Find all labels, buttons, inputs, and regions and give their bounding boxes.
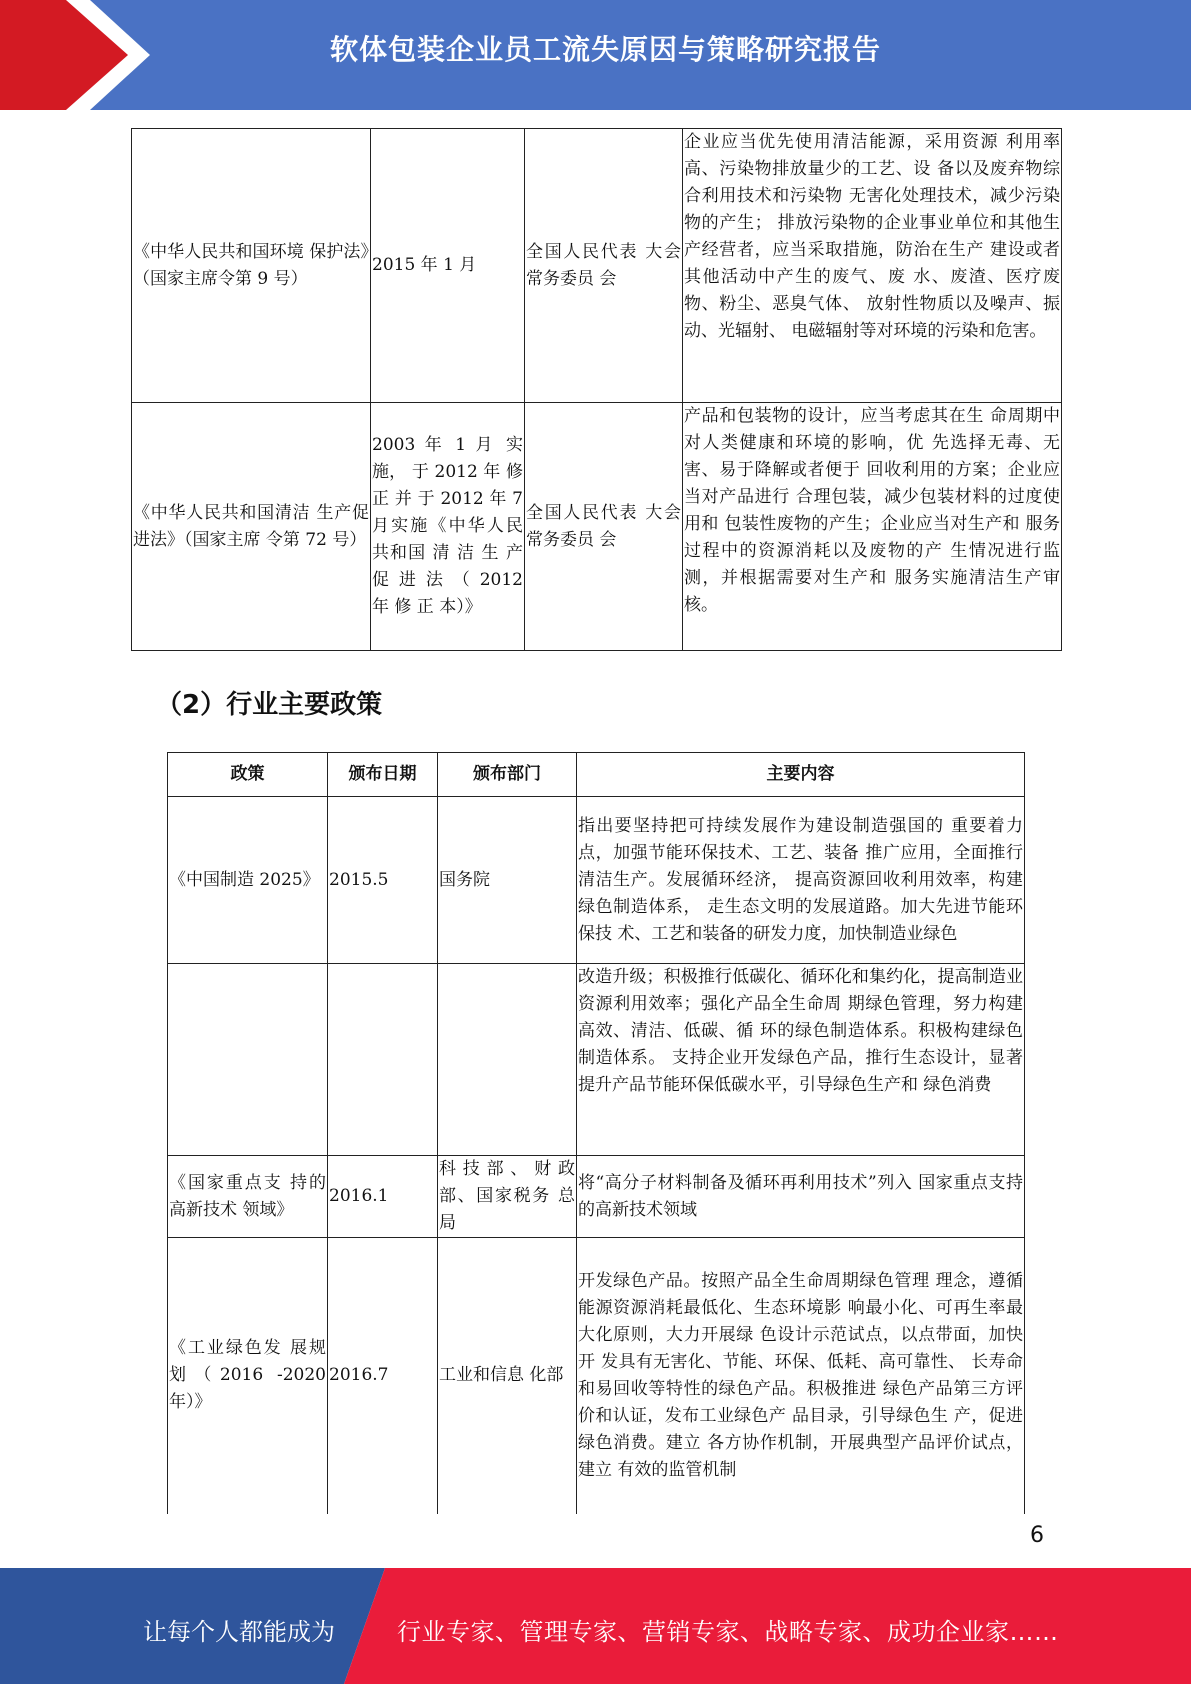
column-header-policy: 政策 [168, 753, 328, 797]
policy-date-cell: 2015.5 [328, 797, 438, 964]
column-header-date: 颁布日期 [328, 753, 438, 797]
policy-name-cell: 《中国制造 2025》 [168, 797, 328, 964]
law-table [131, 128, 1062, 651]
section-heading: （2）行业主要政策 [156, 690, 383, 720]
policy-content-cell: 指出要坚持把可持续发展作为建设制造强国的 重要着力点，加强节能环保技术、工艺、装备 推广应用，全面推行清洁生产。发展循环经济， 提高资源回收利用效率，构建绿色制造体系， 走生态文明的发展道路。加大先进节能环保技 术、工艺和装备的研发力度，加快制造业绿色 [577, 797, 1025, 964]
report-title: 软体包装企业员工流失原因与策略研究报告 [329, 33, 881, 66]
law-department-cell: 全国人民代表 大会常务委员 会 [525, 129, 683, 403]
law-department-cell: 全国人民代表 大会常务委员 会 [525, 403, 683, 651]
table-header-row [168, 753, 1025, 797]
policy-department-cell: 国务院 [438, 797, 577, 964]
footer-slogan-right: 行业专家、管理专家、营销专家、战略专家、成功企业家…… [397, 1618, 1059, 1646]
policy-name-cell: 《工业绿色发 展规划（2016 -2020 年）》 [168, 1238, 328, 1514]
table-row [168, 964, 1025, 1156]
policy-department-cell: 科技部、财政 部、国家税务 总局 [438, 1156, 577, 1238]
policy-content-cell: 将“高分子材料制备及循环再利用技术”列入 国家重点支持的高新技术领域 [577, 1156, 1025, 1238]
column-header-content: 主要内容 [577, 753, 1025, 797]
column-header-department: 颁布部门 [438, 753, 577, 797]
page-number: 6 [1030, 1523, 1044, 1548]
law-name-cell: 《中华人民共和国清洁 生产促进法》（国家主席 令第 72 号） [132, 403, 371, 651]
policy-date-cell [328, 964, 438, 1156]
law-content-cell: 企业应当优先使用清洁能源，采用资源 利用率高、污染物排放量少的工艺、设 备以及废弃物综合利用技术和污染物 无害化处理技术，减少污染物的产生； 排放污染物的企业事业单位和其他生 产经营者，应当采取措施，防治在生产 建设或者其他活动中产生的废气、废 水、废渣、医疗废物、粉尘、恶臭气体、 放射性物质以及噪声、振动、光辐射、 电磁辐射等对环境的污染和危害。 [683, 129, 1062, 403]
policy-content-cell: 开发绿色产品。按照产品全生命周期绿色管理 理念，遵循能源资源消耗最低化、生态环境影 响最小化、可再生率最大化原则，大力开展绿 色设计示范试点，以点带面，加快开 发具有无害化、节能、环保、低耗、高可靠性、 长寿命和易回收等特性的绿色产品。积极推进 绿色产品第三方评价和认证，发布工业绿色产 品目录，引导绿色生 产，促进绿色消费。建立 各方协作机制，开展典型产品评价试点，建立 有效的监管机制 [577, 1238, 1025, 1514]
table-row [132, 403, 1062, 651]
policy-name-cell: 《国家重点支 持的高新技术 领域》 [168, 1156, 328, 1238]
footer-slogan-left: 让每个人都能成为 [143, 1618, 335, 1646]
policy-department-cell [438, 964, 577, 1156]
table-row [168, 1156, 1025, 1238]
law-date-cell: 2015 年 1 月 [371, 129, 525, 403]
policy-date-cell: 2016.7 [328, 1238, 438, 1514]
policy-name-cell [168, 964, 328, 1156]
law-name-cell: 《中华人民共和国环境 保护法》（国家主席令第 9 号） [132, 129, 371, 403]
table-row [168, 797, 1025, 964]
policy-table [167, 752, 1025, 1514]
policy-date-cell: 2016.1 [328, 1156, 438, 1238]
page-footer [0, 1568, 1191, 1684]
table-row [168, 1238, 1025, 1514]
policy-department-cell: 工业和信息 化部 [438, 1238, 577, 1514]
policy-content-cell: 改造升级；积极推行低碳化、循环化和集约化，提高制造业资源利用效率；强化产品全生命周 期绿色管理，努力构建高效、清洁、低碳、循 环的绿色制造体系。积极构建绿色制造体系。 支持企业开发绿色产品，推行生态设计，显著 提升产品节能环保低碳水平，引导绿色生产和 绿色消费 [577, 964, 1025, 1156]
table-row [132, 129, 1062, 403]
law-content-cell: 产品和包装物的设计，应当考虑其在生 命周期中对人类健康和环境的影响，优 先选择无毒、无害、易于降解或者便于 回收利用的方案；企业应当对产品进行 合理包装，减少包装材料的过度使用和 包装性废物的产生；企业应当对生产和 服务过程中的资源消耗以及废物的产 生情况进行监测，并根据需要对生产和 服务实施清洁生产审核。 [683, 403, 1062, 651]
law-date-cell: 2003 年 1 月 实施， 于 2012 年 修 正 并 于 2012 年 7 月实施《中华人民共和国 清 洁 生 产 促 进 法 （ 2012 年 修 正 本）》 [371, 403, 525, 651]
page-header [0, 0, 1191, 110]
